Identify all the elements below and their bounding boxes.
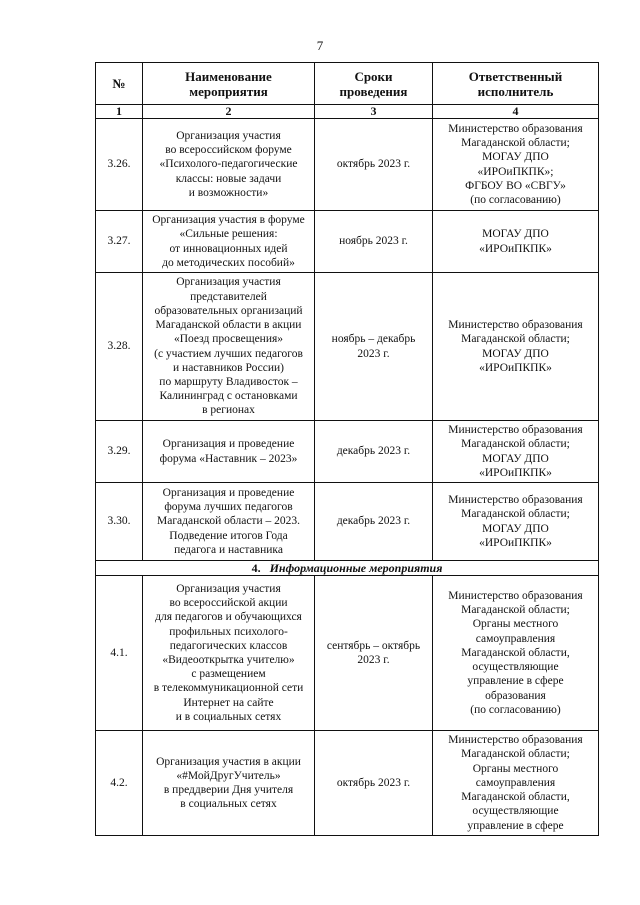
header-num: № xyxy=(96,63,143,105)
events-table xyxy=(95,62,599,836)
row-dates: ноябрь 2023 г. xyxy=(315,211,433,273)
row-dates: декабрь 2023 г. xyxy=(315,421,433,483)
row-event-name: Организация участия в акции «#МойДругУчитель» в преддверии Дня учителя в социальных сетях xyxy=(143,731,315,836)
column-number: 1 xyxy=(96,105,143,119)
section-heading-row xyxy=(96,561,599,576)
header-dates: Сроки проведения xyxy=(315,63,433,105)
row-dates: октябрь 2023 г. xyxy=(315,731,433,836)
section-title: Информационные мероприятия xyxy=(269,561,443,575)
row-responsible: Министерство образования Магаданской области; Органы местного самоуправления Магаданской области, осуществляющие управление в сфере образования (по согласованию) xyxy=(433,576,599,731)
row-responsible: Министерство образования Магаданской области; МОГАУ ДПО «ИРОиПКПК» xyxy=(433,483,599,561)
table-row xyxy=(96,576,599,731)
table-row xyxy=(96,211,599,273)
row-responsible: Министерство образования Магаданской области; МОГАУ ДПО «ИРОиПКПК» xyxy=(433,421,599,483)
table-row xyxy=(96,483,599,561)
row-dates: ноябрь – декабрь 2023 г. xyxy=(315,273,433,421)
row-event-name: Организация участия представителей образовательных организаций Магаданской области в акции «Поезд просвещения» (с участием лучших педагогов и наставников России) по маршруту Владивосток – Калининград с остановками в регионах xyxy=(143,273,315,421)
row-num: 3.28. xyxy=(96,273,143,421)
table-row xyxy=(96,273,599,421)
column-numbers-row xyxy=(96,105,599,119)
section-number: 4. xyxy=(251,561,261,575)
table-row xyxy=(96,731,599,836)
row-num: 4.2. xyxy=(96,731,143,836)
row-dates: сентябрь – октябрь 2023 г. xyxy=(315,576,433,731)
table-header-row xyxy=(96,63,599,105)
table-row xyxy=(96,119,599,211)
row-event-name: Организация участия в форуме «Сильные решения: от инновационных идей до методических пособий» xyxy=(143,211,315,273)
section-heading xyxy=(96,561,599,576)
page-number: 7 xyxy=(316,38,324,53)
row-responsible: Министерство образования Магаданской области; МОГАУ ДПО «ИРОиПКПК»; ФГБОУ ВО «СВГУ» (по согласованию) xyxy=(433,119,599,211)
row-responsible: Министерство образования Магаданской области; МОГАУ ДПО «ИРОиПКПК» xyxy=(433,273,599,421)
row-num: 3.29. xyxy=(96,421,143,483)
row-responsible: МОГАУ ДПО «ИРОиПКПК» xyxy=(433,211,599,273)
header-responsible: Ответственный исполнитель xyxy=(433,63,599,105)
column-number: 4 xyxy=(433,105,599,119)
table-row xyxy=(96,421,599,483)
row-num: 3.26. xyxy=(96,119,143,211)
row-dates: октябрь 2023 г. xyxy=(315,119,433,211)
row-num: 4.1. xyxy=(96,576,143,731)
row-event-name: Организация и проведение форума «Наставник – 2023» xyxy=(143,421,315,483)
column-number: 2 xyxy=(143,105,315,119)
row-num: 3.30. xyxy=(96,483,143,561)
column-number: 3 xyxy=(315,105,433,119)
row-responsible: Министерство образования Магаданской области; Органы местного самоуправления Магаданской области, осуществляющие управление в сфере xyxy=(433,731,599,836)
row-num: 3.27. xyxy=(96,211,143,273)
row-event-name: Организация участия во всероссийском форуме «Психолого-педагогические классы: новые задачи и возможности» xyxy=(143,119,315,211)
row-event-name: Организация и проведение форума лучших педагогов Магаданской области – 2023. Подведение итогов Года педагога и наставника xyxy=(143,483,315,561)
row-event-name: Организация участия во всероссийской акции для педагогов и обучающихся профильных психолого- педагогических классов «Видеооткрытка учителю» с размещением в телекоммуникационной сети Интернет на сайте и в социальных сетях xyxy=(143,576,315,731)
header-name: Наименование мероприятия xyxy=(143,63,315,105)
row-dates: декабрь 2023 г. xyxy=(315,483,433,561)
